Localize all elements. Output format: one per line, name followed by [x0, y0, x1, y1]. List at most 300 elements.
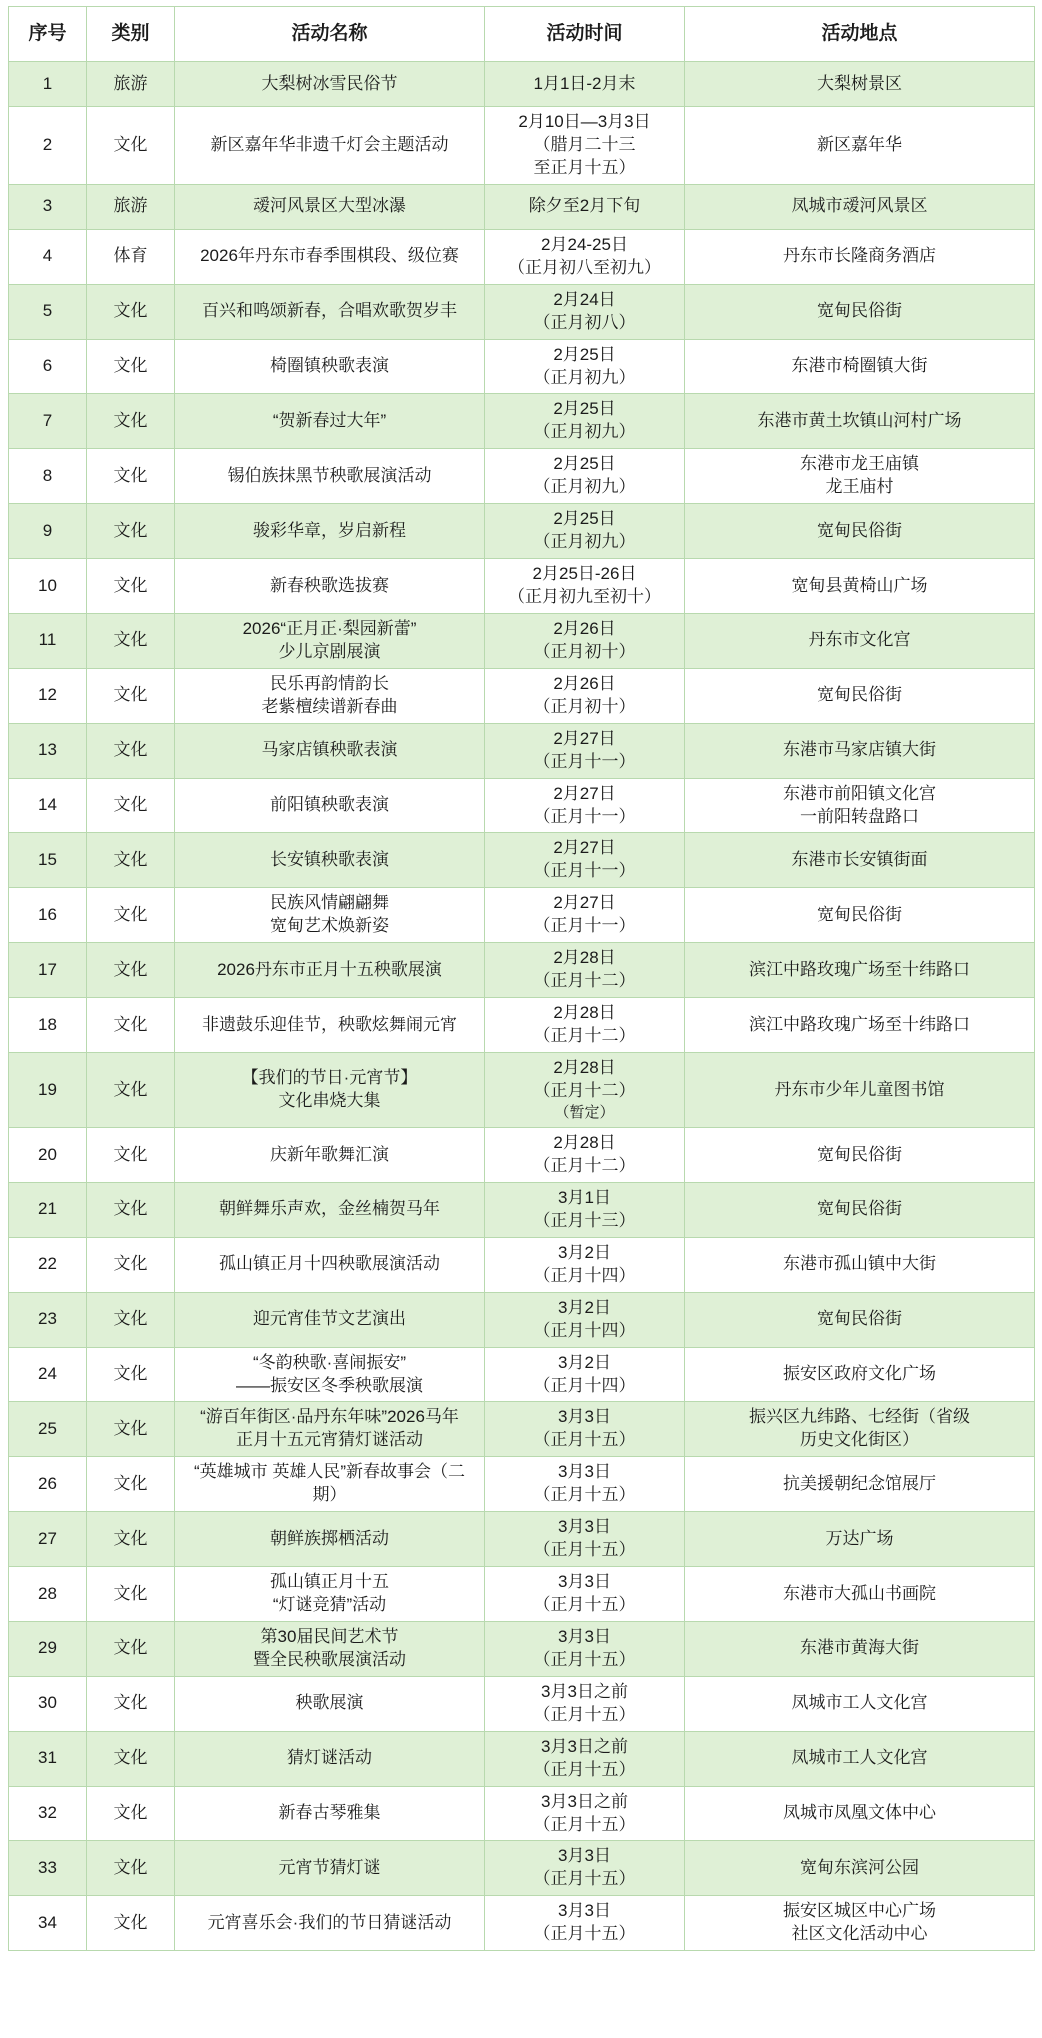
cell-activity-name — [175, 339, 485, 394]
text-line: 民乐再韵情韵长 — [270, 673, 389, 693]
cell-activity-place — [685, 559, 1035, 614]
cell-category — [87, 1182, 175, 1237]
cell-activity-time — [485, 1841, 685, 1896]
table-row — [9, 943, 1035, 998]
text-line: （腊月二十三 — [533, 134, 636, 154]
text-line: 20 — [38, 1144, 57, 1164]
text-line: 文化 — [113, 1693, 148, 1713]
table-row — [9, 1347, 1035, 1402]
cell-activity-time — [485, 1731, 685, 1786]
text-line: 文化 — [113, 630, 148, 650]
text-line: 31 — [38, 1748, 57, 1768]
cell-index — [9, 1731, 87, 1786]
text-line: 19 — [38, 1079, 57, 1099]
text-line: 少儿京剧展演 — [278, 641, 381, 661]
text-line: （正月初八） — [533, 312, 636, 332]
text-line: 凤城市工人文化宫 — [791, 1693, 928, 1713]
cell-activity-name — [175, 1402, 485, 1457]
cell-category — [87, 1621, 175, 1676]
cell-index — [9, 394, 87, 449]
cell-activity-place — [685, 1182, 1035, 1237]
cell-activity-place — [685, 778, 1035, 833]
text-line: 庆新年歌舞汇演 — [270, 1144, 389, 1164]
text-line: 5 — [42, 301, 53, 321]
cell-index — [9, 833, 87, 888]
cell-activity-place — [685, 504, 1035, 559]
text-line: 文化 — [113, 410, 148, 430]
cell-activity-place — [685, 1567, 1035, 1622]
text-line: （正月十五） — [533, 1924, 636, 1944]
cell-category — [87, 668, 175, 723]
text-line: 2月28日 — [553, 1003, 616, 1023]
text-line: 第30届民间艺术节 — [260, 1626, 399, 1646]
cell-activity-place — [685, 1052, 1035, 1127]
cell-category — [87, 1128, 175, 1183]
cell-category — [87, 449, 175, 504]
table-row — [9, 1237, 1035, 1292]
cell-activity-time — [485, 62, 685, 107]
cell-index — [9, 723, 87, 778]
text-line: 东港市长安镇街面 — [791, 849, 928, 869]
cell-category — [87, 943, 175, 998]
text-line: 14 — [38, 795, 57, 815]
text-line: 骏彩华章，岁启新程 — [253, 520, 406, 540]
text-line: 25 — [38, 1418, 57, 1438]
table-row — [9, 339, 1035, 394]
text-line: 东港市大孤山书画院 — [783, 1583, 936, 1603]
text-line: 振安区城区中心广场 — [783, 1901, 936, 1921]
cell-index — [9, 1402, 87, 1457]
text-line: 文化 — [113, 740, 148, 760]
text-line: 23 — [38, 1309, 57, 1329]
text-line: 非遗鼓乐迎佳节，秧歌炫舞闹元宵 — [202, 1014, 457, 1034]
text-line: 东港市龙王庙镇 — [800, 454, 919, 474]
text-line: 2月25日-26日 — [532, 564, 637, 584]
cell-activity-place — [685, 1457, 1035, 1512]
cell-activity-place — [685, 888, 1035, 943]
cell-activity-place — [685, 668, 1035, 723]
cell-activity-time — [485, 1896, 685, 1951]
cell-activity-time — [485, 943, 685, 998]
table-header — [9, 7, 1035, 62]
cell-index — [9, 1347, 87, 1402]
cell-activity-name — [175, 394, 485, 449]
text-line: 滨江中路玫瑰广场至十纬路口 — [749, 959, 970, 979]
cell-index — [9, 1841, 87, 1896]
cell-activity-time — [485, 888, 685, 943]
text-line: 文化 — [113, 1748, 148, 1768]
cell-activity-name — [175, 1896, 485, 1951]
text-line: 孤山镇正月十五 — [270, 1572, 389, 1592]
table-row — [9, 1052, 1035, 1127]
cell-activity-name — [175, 449, 485, 504]
cell-index — [9, 559, 87, 614]
table-row — [9, 1731, 1035, 1786]
text-line: 6 — [42, 356, 53, 376]
text-line: 锡伯族抹黑节秧歌展演活动 — [227, 465, 432, 485]
text-line: （正月十一） — [533, 861, 636, 881]
cell-category — [87, 778, 175, 833]
text-line: （正月十二） — [533, 1026, 636, 1045]
text-line: 3月3日 — [558, 1462, 611, 1482]
text-line: （正月十四） — [533, 1265, 636, 1285]
text-line: 文化 — [113, 1418, 148, 1438]
text-line: 10 — [38, 575, 57, 595]
text-line: 至正月十五） — [533, 157, 636, 177]
table-row — [9, 284, 1035, 339]
text-line: 宽甸东滨河公园 — [800, 1857, 919, 1877]
text-line: 文化 — [113, 1912, 148, 1932]
text-line: 文化 — [113, 356, 148, 376]
text-line: 东港市马家店镇大街 — [783, 740, 936, 760]
text-line: （正月初九） — [533, 367, 636, 387]
table-row — [9, 1841, 1035, 1896]
cell-activity-name — [175, 504, 485, 559]
text-line: 东港市椅圈镇大街 — [791, 356, 928, 376]
text-line: 3 — [42, 196, 53, 216]
cell-index — [9, 1292, 87, 1347]
text-line: 2月10日—3月3日 — [518, 112, 651, 131]
cell-activity-name — [175, 1457, 485, 1512]
cell-activity-time — [485, 1128, 685, 1183]
text-line: 17 — [38, 959, 57, 979]
text-line: 滨江中路玫瑰广场至十纬路口 — [749, 1014, 970, 1034]
cell-index — [9, 1621, 87, 1676]
cell-category — [87, 723, 175, 778]
table-row — [9, 449, 1035, 504]
text-line: 文化 — [113, 959, 148, 979]
text-line: 文化 — [113, 1309, 148, 1329]
cell-index — [9, 1676, 87, 1731]
cell-activity-name — [175, 1237, 485, 1292]
cell-activity-name — [175, 62, 485, 107]
table-row — [9, 1896, 1035, 1951]
cell-activity-time — [485, 1402, 685, 1457]
cell-activity-name — [175, 1676, 485, 1731]
cell-category — [87, 1237, 175, 1292]
table-row — [9, 504, 1035, 559]
cell-category — [87, 504, 175, 559]
cell-activity-place — [685, 284, 1035, 339]
text-line: 3月3日 — [558, 1407, 611, 1427]
cell-activity-time — [485, 1676, 685, 1731]
table-row — [9, 229, 1035, 284]
text-line: 2月25日 — [553, 399, 616, 419]
text-line: 文化 — [113, 849, 148, 869]
table-row — [9, 559, 1035, 614]
text-line: 宽甸民俗街 — [817, 1144, 902, 1164]
cell-activity-time — [485, 1052, 685, 1127]
text-line: 东港市孤山镇中大街 — [783, 1254, 936, 1274]
text-line: 文化 — [113, 1583, 148, 1603]
text-line: （暂定） — [554, 1103, 615, 1121]
text-line: “冬韵秧歌·喜闹振安” — [253, 1352, 406, 1372]
text-line: 新区嘉年华非遗千灯会主题活动 — [210, 134, 449, 154]
text-line: （正月十二） — [533, 971, 636, 991]
text-line: 文化 — [113, 1079, 148, 1099]
text-line: 新春秧歌选拔赛 — [270, 575, 389, 595]
text-line: 凤城市工人文化宫 — [791, 1748, 928, 1768]
cell-category — [87, 1457, 175, 1512]
table-row — [9, 62, 1035, 107]
cell-category — [87, 1731, 175, 1786]
cell-activity-time — [485, 1512, 685, 1567]
cell-category — [87, 1402, 175, 1457]
text-line: 万达广场 — [825, 1528, 894, 1548]
text-line: （正月初九） — [533, 422, 636, 442]
cell-index — [9, 504, 87, 559]
cell-activity-place — [685, 62, 1035, 107]
cell-category — [87, 1347, 175, 1402]
text-line: 28 — [38, 1583, 57, 1603]
text-line: （正月初八至初九） — [508, 257, 661, 277]
text-line: 2 — [42, 134, 53, 154]
text-line: 2月27日 — [553, 728, 616, 748]
cell-activity-place — [685, 613, 1035, 668]
text-line: 文化 — [113, 1364, 148, 1384]
text-line: 东港市黄海大街 — [800, 1638, 919, 1658]
cell-activity-name — [175, 668, 485, 723]
cell-activity-place — [685, 229, 1035, 284]
text-line: 社区文化活动中心 — [791, 1924, 928, 1944]
cell-activity-time — [485, 449, 685, 504]
table-row — [9, 888, 1035, 943]
cell-activity-place — [685, 1621, 1035, 1676]
text-line: “贺新春过大年” — [272, 410, 387, 430]
activity-table — [8, 6, 1035, 1951]
cell-category — [87, 1292, 175, 1347]
text-line: （正月十五） — [533, 1595, 636, 1614]
cell-index — [9, 184, 87, 229]
text-line: 宽甸民俗街 — [817, 1199, 902, 1219]
cell-index — [9, 229, 87, 284]
text-line: 12 — [38, 685, 57, 705]
cell-activity-name — [175, 943, 485, 998]
cell-category — [87, 62, 175, 107]
text-line: 文化 — [113, 685, 148, 705]
text-line: 朝鲜舞乐声欢，金丝楠贺马年 — [219, 1199, 440, 1219]
text-line: 3月3日 — [558, 1572, 611, 1592]
table-row — [9, 1128, 1035, 1183]
table-row — [9, 1786, 1035, 1841]
text-line: （正月十四） — [533, 1320, 636, 1340]
cell-activity-name — [175, 1786, 485, 1841]
text-line: 16 — [38, 904, 57, 924]
cell-activity-time — [485, 668, 685, 723]
text-line: 一前阳转盘路口 — [800, 806, 919, 826]
cell-activity-name — [175, 1128, 485, 1183]
table-row — [9, 1457, 1035, 1512]
column-header-category: 类别 — [87, 7, 175, 62]
text-line: 1月1日-2月末 — [533, 73, 636, 93]
cell-activity-name — [175, 184, 485, 229]
text-line: 宽甸民俗街 — [817, 1309, 902, 1329]
cell-activity-time — [485, 1182, 685, 1237]
text-line: 11 — [38, 630, 57, 650]
cell-activity-time — [485, 1621, 685, 1676]
cell-category — [87, 1052, 175, 1127]
text-line: 3月3日之前 — [541, 1791, 628, 1811]
table-row — [9, 833, 1035, 888]
cell-activity-name — [175, 778, 485, 833]
cell-activity-place — [685, 107, 1035, 185]
text-line: 2月27日 — [553, 783, 616, 803]
text-line: “游百年街区·品丹东年味”2026马年 — [200, 1407, 459, 1427]
cell-activity-name — [175, 833, 485, 888]
text-line: 2月24-25日 — [541, 234, 628, 254]
text-line: 2月27日 — [553, 893, 616, 913]
table-row — [9, 1567, 1035, 1622]
text-line: （正月十五） — [533, 1759, 636, 1779]
text-line: 宽甸艺术焕新姿 — [270, 916, 389, 936]
cell-index — [9, 449, 87, 504]
cell-category — [87, 559, 175, 614]
text-line: “灯谜竞猜”活动 — [272, 1595, 387, 1614]
column-header-place: 活动地点 — [685, 7, 1035, 62]
cell-activity-time — [485, 998, 685, 1053]
cell-activity-name — [175, 1567, 485, 1622]
text-line: 文化 — [113, 1803, 148, 1823]
text-line: 旅游 — [113, 196, 148, 216]
text-line: 正月十五元宵猜灯谜活动 — [236, 1430, 423, 1450]
cell-activity-place — [685, 394, 1035, 449]
text-line: 叆河风景区大型冰瀑 — [253, 196, 406, 216]
cell-index — [9, 1052, 87, 1127]
text-line: 文化 — [113, 520, 148, 540]
cell-activity-name — [175, 107, 485, 185]
text-line: 百兴和鸣颂新春，合唱欢歌贺岁丰 — [202, 301, 457, 321]
table-row — [9, 1292, 1035, 1347]
text-line: 东港市前阳镇文化宫 — [783, 783, 936, 803]
cell-activity-time — [485, 184, 685, 229]
text-line: 文化 — [113, 1857, 148, 1877]
cell-activity-time — [485, 1237, 685, 1292]
cell-activity-time — [485, 613, 685, 668]
cell-index — [9, 1182, 87, 1237]
text-line: 15 — [38, 849, 57, 869]
text-line: 朝鲜族掷栖活动 — [270, 1528, 389, 1548]
cell-category — [87, 998, 175, 1053]
table-row — [9, 1512, 1035, 1567]
cell-category — [87, 1786, 175, 1841]
cell-category — [87, 107, 175, 185]
text-line: 丹东市少年儿童图书馆 — [774, 1079, 945, 1099]
text-line: 3月1日 — [558, 1187, 611, 1207]
text-line: （正月初十） — [533, 641, 636, 661]
text-line: 元宵喜乐会·我们的节日猜谜活动 — [207, 1912, 452, 1932]
text-line: （正月十五） — [533, 1540, 636, 1560]
text-line: （正月十五） — [533, 1485, 636, 1505]
text-line: 29 — [38, 1638, 57, 1658]
cell-activity-time — [485, 1786, 685, 1841]
text-line: 长安镇秧歌表演 — [270, 849, 389, 869]
cell-activity-place — [685, 1512, 1035, 1567]
text-line: 3月3日 — [558, 1846, 611, 1866]
cell-activity-time — [485, 1347, 685, 1402]
cell-index — [9, 1786, 87, 1841]
text-line: （正月十五） — [533, 1430, 636, 1450]
text-line: 宽甸民俗街 — [817, 301, 902, 321]
text-line: 丹东市长隆商务酒店 — [783, 246, 936, 266]
cell-activity-name — [175, 1621, 485, 1676]
text-line: 文化 — [113, 1528, 148, 1548]
text-line: 3月2日 — [558, 1242, 611, 1262]
text-line: 宽甸民俗街 — [817, 520, 902, 540]
cell-activity-time — [485, 504, 685, 559]
text-line: 8 — [42, 465, 53, 485]
cell-category — [87, 613, 175, 668]
text-line: 暨全民秧歌展演活动 — [253, 1649, 406, 1669]
cell-activity-time — [485, 229, 685, 284]
text-line: 22 — [38, 1254, 57, 1274]
text-line: 振安区政府文化广场 — [783, 1364, 936, 1384]
cell-activity-place — [685, 723, 1035, 778]
text-line: 21 — [38, 1199, 57, 1219]
cell-activity-time — [485, 1457, 685, 1512]
table-row — [9, 184, 1035, 229]
column-header-index: 序号 — [9, 7, 87, 62]
cell-index — [9, 778, 87, 833]
column-header-name: 活动名称 — [175, 7, 485, 62]
table-row — [9, 998, 1035, 1053]
text-line: 宽甸民俗街 — [817, 685, 902, 705]
text-line: （正月十一） — [533, 806, 636, 826]
cell-activity-place — [685, 339, 1035, 394]
text-line: 2月27日 — [553, 838, 616, 858]
text-line: 2月25日 — [553, 509, 616, 529]
text-line: ——振安区冬季秧歌展演 — [236, 1375, 423, 1395]
text-line: 抗美援朝纪念馆展厅 — [783, 1473, 936, 1493]
cell-category — [87, 284, 175, 339]
text-line: （正月十五） — [533, 1869, 636, 1889]
cell-index — [9, 613, 87, 668]
table-row — [9, 778, 1035, 833]
table-row — [9, 1676, 1035, 1731]
text-line: 文化 — [113, 1473, 148, 1493]
cell-category — [87, 1676, 175, 1731]
text-line: 宽甸县黄椅山广场 — [791, 575, 928, 595]
text-line: 文化 — [113, 465, 148, 485]
text-line: 文化串烧大集 — [278, 1091, 381, 1110]
text-line: 文化 — [113, 1199, 148, 1219]
text-line: 【我们的节日·元宵节】 — [241, 1068, 418, 1088]
cell-index — [9, 943, 87, 998]
cell-activity-place — [685, 1292, 1035, 1347]
text-line: 2月26日 — [553, 618, 616, 638]
text-line: 元宵节猜灯谜 — [278, 1857, 381, 1877]
cell-activity-name — [175, 1292, 485, 1347]
text-line: （正月十五） — [533, 1704, 636, 1724]
text-line: （正月十二） — [533, 1080, 636, 1100]
text-line: 丹东市文化宫 — [808, 630, 911, 650]
cell-activity-time — [485, 1567, 685, 1622]
text-line: 文化 — [113, 1144, 148, 1164]
text-line: 26 — [38, 1473, 57, 1493]
text-line: 文化 — [113, 1638, 148, 1658]
cell-activity-time — [485, 833, 685, 888]
cell-category — [87, 339, 175, 394]
table-row — [9, 107, 1035, 185]
table-row — [9, 613, 1035, 668]
cell-activity-place — [685, 1786, 1035, 1841]
text-line: 2月24日 — [553, 289, 616, 309]
cell-activity-name — [175, 1347, 485, 1402]
cell-activity-name — [175, 1182, 485, 1237]
cell-index — [9, 668, 87, 723]
cell-activity-name — [175, 559, 485, 614]
cell-activity-place — [685, 1128, 1035, 1183]
text-line: 大梨树冰雪民俗节 — [261, 73, 398, 93]
